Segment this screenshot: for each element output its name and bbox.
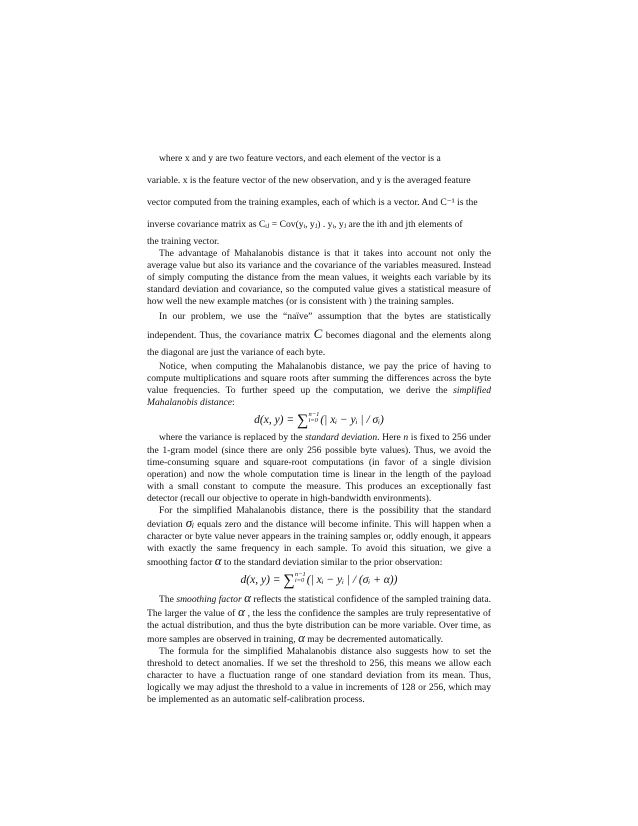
covariance-symbol: C (313, 326, 323, 342)
eq2-limits (295, 572, 306, 584)
factor-text-c: , the less the confidence the samples are truly representative of the actual distribution, and thus the byte distribution can be more variable. Over time, as more samples are observed in training, (147, 608, 491, 646)
eq2-lhs: d(x, y) = (240, 573, 284, 586)
standard-deviation-term: standard deviation (305, 432, 378, 444)
sum-icon: ∑ (297, 412, 309, 430)
paragraph-threshold (147, 646, 491, 706)
smoothing-text-a: For the simplified Mahalanobis distance, there is the possibility that the standard deviation (147, 504, 491, 530)
definitions-line-2: variable. x is the feature vector of the new observation, and y is the averaged feature (147, 175, 471, 186)
eq1-lower-limit: i=0 (308, 417, 318, 425)
paragraph-definitions-cont (147, 192, 491, 236)
stddev-text-a: where the variance is replaced by the (159, 432, 306, 444)
equation-smoothed-distance (147, 569, 491, 592)
paragraph-definitions (147, 148, 491, 192)
stddev-text-b: . Here (377, 432, 404, 444)
alpha-symbol: α (298, 630, 305, 646)
body-text (147, 148, 491, 706)
threshold-text: The formula for the simplified Mahalanobis distance also suggests how to set the threshold to detect anomalies. If we set the threshold to 256, this means we allow each character to have a fluctuation range of one standard deviation from its mean. Thus, logically we may adjust the threshold to a value in increments of 128 or 256, which may be implemented as an automatic self-calibration process. (147, 646, 491, 706)
paragraph-standard-deviation (147, 432, 491, 504)
definitions-line-5-para (147, 236, 491, 248)
stddev-text-c: is fixed to 256 under the 1-gram model (since there are only 256 possible byte values). Thus, we avoid the time-consuming square and square-root computations (in favor of a single division operation) and now the whole computation time is linear in the length of the payload with a small constant to compute the measure. This produces an exceptionally fast detector (recall our objective to operate in high-bandwidth environments). (147, 432, 491, 504)
definitions-line-4: inverse covariance matrix as Cᵢⱼ = Cov(yᵢ, yⱼ) . yᵢ, yⱼ are the ith and jth elements of (147, 219, 463, 230)
smoothing-text-c: to the standard deviation similar to the prior observation: (221, 556, 443, 568)
eq1-lhs: d(x, y) = (254, 414, 298, 427)
naive-text-a: In our problem, we use the “naïve” assumption that the bytes are statistically independent. Thus, the covariance matrix (147, 311, 491, 342)
naive-text-b: becomes diagonal and the elements along the diagonal are just the variance of each byte. (147, 330, 491, 359)
notice-text-a: Notice, when computing the Mahalanobis distance, we pay the price of having to compute multiplications and square roots after summing the differences across the byte value frequencies. To further speed up the computation, we derive the (147, 361, 491, 397)
notice-text-b: : (232, 397, 235, 409)
paragraph-naive-assumption (147, 308, 491, 361)
paragraph-smoothing-factor (147, 589, 491, 646)
definitions-line-3: vector computed from the training examples, each of which is a vector. And C⁻¹ is the (147, 197, 478, 208)
sigma-symbol: σᵢ (185, 514, 195, 530)
eq2-rhs: (| xᵢ − yᵢ | / (σᵢ + α)) (306, 573, 398, 586)
definitions-line-5: the training vector. (147, 236, 220, 247)
eq2-lower-limit: i=0 (294, 576, 305, 584)
paragraph-notice (147, 361, 491, 409)
paragraph-advantage (147, 248, 491, 308)
simplified-mahalanobis-term: simplified Mahalanobis distance (147, 385, 491, 409)
paragraph-smoothing (147, 505, 491, 569)
smoothing-text-b: equals zero and the distance will become infinite. This will happen when a character or byte value never appears in the training samples or, oddly enough, it appears with exactly the same frequency in each sample. To avoid this situation, we give a smoothing factor (147, 518, 491, 568)
eq1-limits (308, 412, 319, 424)
equation-simplified-distance (147, 409, 491, 432)
eq2-upper-limit: n−1 (294, 570, 306, 578)
factor-text-d: may be decremented automatically. (304, 634, 444, 646)
alpha-symbol: α (244, 589, 251, 605)
smoothing-factor-term: smoothing factor (176, 593, 242, 605)
definitions-line-1: where x and y are two feature vectors, and each element of the vector is a (159, 153, 441, 164)
factor-text-a: The (159, 593, 177, 605)
sum-icon: ∑ (283, 571, 295, 589)
n-symbol: n (403, 432, 409, 444)
advantage-text: The advantage of Mahalanobis distance is that it takes into account not only the average value but also its variance and the covariance of the variables measured. Instead of simply computing the distance from the mean values, it weights each variable by its standard deviation and covariance, so the computed value gives a statistical measure of how well the new example matches (or is consistent with ) the training samples. (147, 248, 491, 308)
alpha-symbol: α (238, 604, 245, 620)
factor-text-b: reflects the statistical confidence of the sampled training data. The larger the value of (147, 593, 491, 620)
eq1-upper-limit: n−1 (308, 411, 320, 419)
alpha-symbol: α (214, 552, 222, 568)
eq1-rhs: (| xᵢ − yᵢ | / σᵢ) (320, 414, 384, 427)
